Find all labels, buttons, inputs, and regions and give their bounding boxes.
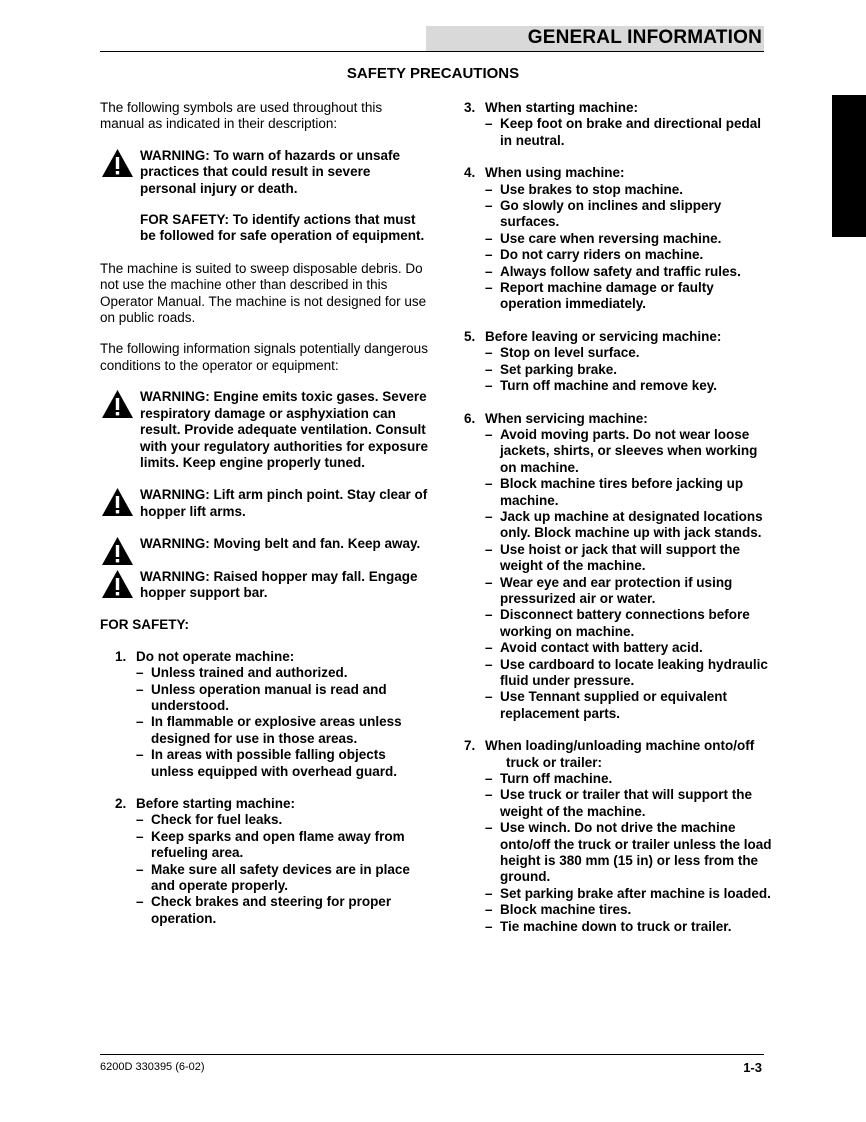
footer-doc-number: 6200D 330395 (6-02) bbox=[100, 1061, 205, 1073]
page-number: 1-3 bbox=[743, 1060, 762, 1075]
sub-item: – Jack up machine at designated locations only. Block machine up with jack stands. bbox=[485, 508, 763, 541]
safety-list-left bbox=[115, 649, 430, 928]
warning-triangle-icon bbox=[101, 389, 134, 419]
list-item bbox=[464, 738, 774, 935]
warning-text: WARNING: Lift arm pinch point. Stay clear of hopper lift arms. bbox=[140, 487, 428, 519]
sub-item: – Use hoist or jack that will support the weight of the machine. bbox=[485, 541, 741, 574]
warning-toxic-gases bbox=[100, 389, 430, 471]
sub-item: – Tie machine down to truck or trailer. bbox=[485, 918, 732, 934]
sub-item: – Block machine tires. bbox=[485, 902, 632, 918]
warning-text: WARNING: Raised hopper may fall. Engage hopper support bar. bbox=[140, 568, 418, 600]
machine-use-paragraph: The machine is suited to sweep disposable debris. Do not use the machine other than described in this Operator Manual. The machine is not designed for use on public roads. bbox=[100, 260, 427, 326]
sub-item: – Always follow safety and traffic rules. bbox=[485, 263, 741, 279]
item-title: Do not operate machine: bbox=[136, 648, 295, 664]
sub-item: – Stop on level surface. bbox=[485, 345, 640, 361]
sub-item: – Use truck or trailer that will support the weight of the machine. bbox=[485, 787, 753, 819]
sub-item: – Use brakes to stop machine. bbox=[485, 181, 684, 197]
sub-item: – Do not carry riders on machine. bbox=[485, 247, 704, 263]
for-safety-definition: FOR SAFETY: To identify actions that must be followed for safe operation of equipment. bbox=[140, 212, 425, 244]
item-number: 7. bbox=[464, 738, 476, 754]
warning-definition-text: WARNING: To warn of hazards or unsafe practices that could result in severe personal injury or death. bbox=[140, 147, 401, 196]
left-column bbox=[100, 100, 430, 943]
sub-item: – Disconnect battery connections before working on machine. bbox=[485, 607, 750, 639]
warning-definition bbox=[100, 148, 430, 197]
sub-item: – Block machine tires before jacking up machine. bbox=[485, 476, 744, 508]
item-number: 5. bbox=[464, 328, 476, 344]
item-title: When loading/unloading machine onto/off truck or trailer: bbox=[485, 738, 755, 770]
header-rule bbox=[100, 51, 764, 52]
sub-item: – Check for fuel leaks. bbox=[136, 812, 283, 828]
item-title: When starting machine: bbox=[485, 100, 639, 115]
sub-item: – Go slowly on inclines and slippery surfaces. bbox=[485, 198, 722, 230]
sub-item: – Turn off machine. bbox=[485, 771, 613, 787]
warning-triangle-icon bbox=[101, 536, 134, 566]
sub-item: – Set parking brake after machine is loaded. bbox=[485, 885, 771, 901]
sub-item: – Report machine damage or faulty operation immediately. bbox=[485, 280, 714, 312]
item-number: 6. bbox=[464, 410, 476, 426]
section-title: SAFETY PRECAUTIONS bbox=[346, 65, 520, 82]
sub-item: – Keep sparks and open flame away from refueling area. bbox=[136, 828, 405, 861]
sub-item: – In areas with possible falling objects unless equipped with overhead guard. bbox=[136, 747, 398, 779]
warning-triangle-icon bbox=[101, 487, 134, 517]
warning-triangle-icon bbox=[101, 148, 134, 178]
sub-item: – Unless trained and authorized. bbox=[136, 665, 348, 681]
list-item bbox=[464, 100, 774, 149]
item-number: 3. bbox=[464, 100, 476, 115]
right-column bbox=[464, 100, 774, 951]
sub-item: – Use Tennant supplied or equivalent replacement parts. bbox=[485, 689, 728, 721]
sub-item: – In flammable or explosive areas unless designed for use in those areas. bbox=[136, 714, 402, 746]
item-number: 4. bbox=[464, 165, 476, 181]
item-title: Before leaving or servicing machine: bbox=[485, 328, 722, 344]
sub-item: – Wear eye and ear protection if using pressurized air or water. bbox=[485, 574, 733, 606]
item-number: 2. bbox=[115, 796, 127, 811]
item-title: Before starting machine: bbox=[136, 796, 296, 811]
sub-item: – Avoid moving parts. Do not wear loose jackets, shirts, or sleeves when working on machine. bbox=[485, 426, 758, 475]
for-safety-heading: FOR SAFETY: bbox=[100, 617, 189, 633]
list-item bbox=[464, 165, 774, 313]
item-number: 1. bbox=[115, 648, 127, 664]
warning-raised-hopper bbox=[100, 569, 430, 602]
list-item bbox=[464, 329, 774, 395]
list-item bbox=[464, 411, 774, 723]
sub-item: – Use care when reversing machine. bbox=[485, 230, 722, 246]
section-tab-marker bbox=[832, 95, 866, 237]
item-title: When using machine: bbox=[485, 165, 625, 181]
sub-item: – Unless operation manual is read and understood. bbox=[136, 681, 387, 713]
list-item bbox=[115, 649, 430, 780]
list-item bbox=[115, 796, 430, 927]
sub-item: – Avoid contact with battery acid. bbox=[485, 640, 703, 656]
warning-text: WARNING: Moving belt and fan. Keep away. bbox=[140, 536, 421, 552]
footer-rule bbox=[100, 1054, 764, 1055]
sub-item: – Use cardboard to locate leaking hydraulic fluid under pressure. bbox=[485, 656, 768, 688]
sub-item: – Check brakes and steering for proper operation. bbox=[136, 894, 392, 926]
warning-triangle-icon bbox=[101, 569, 134, 599]
warning-text: WARNING: Engine emits toxic gases. Severe respiratory damage or asphyxiation can result. Provide adequate ventilation. Consult with your regulatory authorities for exposure limits. Keep engine properly tuned. bbox=[140, 389, 429, 470]
intro-paragraph: The following symbols are used throughout this manual as indicated in their description: bbox=[100, 100, 383, 132]
sub-item: – Turn off machine and remove key. bbox=[485, 378, 718, 394]
signals-paragraph: The following information signals potentially dangerous conditions to the operator or equipment: bbox=[100, 341, 428, 373]
warning-pinch-point bbox=[100, 487, 430, 520]
sub-item: – Use winch. Do not drive the machine onto/off the truck or trailer unless the load height is 380 mm (15 in) or less from the ground. bbox=[485, 820, 772, 885]
item-title: When servicing machine: bbox=[485, 410, 648, 426]
sub-item: – Set parking brake. bbox=[485, 361, 618, 377]
warning-moving-belt bbox=[100, 536, 430, 552]
sub-item: – Keep foot on brake and directional pedal in neutral. bbox=[485, 116, 762, 148]
page-header-title: GENERAL INFORMATION bbox=[527, 27, 762, 48]
sub-item: – Make sure all safety devices are in place and operate properly. bbox=[136, 861, 410, 894]
